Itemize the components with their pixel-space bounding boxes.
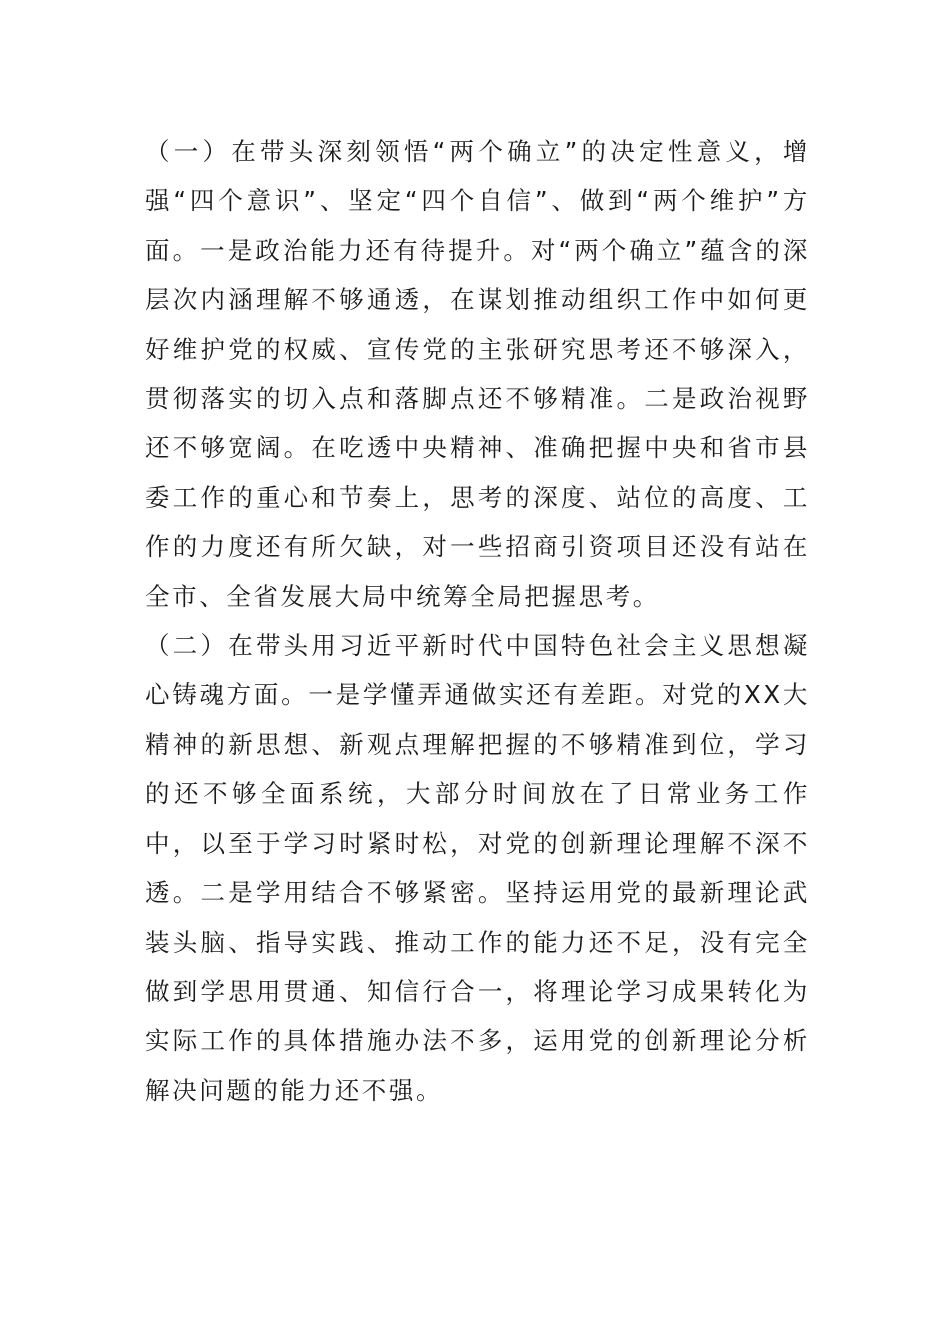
document-body <box>145 127 810 1115</box>
paragraph-2: （二）在带头用习近平新时代中国特色社会主义思想凝心铸魂方面。一是学懂弄通做实还有差距。对党的XX大精神的新思想、新观点理解把握的不够精准到位，学习的还不够全面系统，大部分时间放在了日常业务工作中，以至于学习时紧时松，对党的创新理论理解不深不透。二是学用结合不够紧密。坚持运用党的最新理论武装头脑、指导实践、推动工作的能力还不足，没有完全做到学思用贯通、知信行合一，将理论学习成果转化为实际工作的具体措施办法不多，运用党的创新理论分析解决问题的能力还不强。 <box>145 631 810 1105</box>
paragraph-1: （一）在带头深刻领悟“两个确立”的决定性意义，增强“四个意识”、坚定“四个自信”、做到“两个维护”方面。一是政治能力还有待提升。对“两个确立”蕴含的深层次内涵理解不够通透，在谋划推动组织工作中如何更好维护党的权威、宣传党的主张研究思考还不够深入，贯彻落实的切入点和落脚点还不够精准。二是政治视野还不够宽阔。在吃透中央精神、准确把握中央和省市县委工作的重心和节奏上，思考的深度、站位的高度、工作的力度还有所欠缺，对一些招商引资项目还没有站在全市、全省发展大局中统筹全局把握思考。 <box>145 137 810 611</box>
